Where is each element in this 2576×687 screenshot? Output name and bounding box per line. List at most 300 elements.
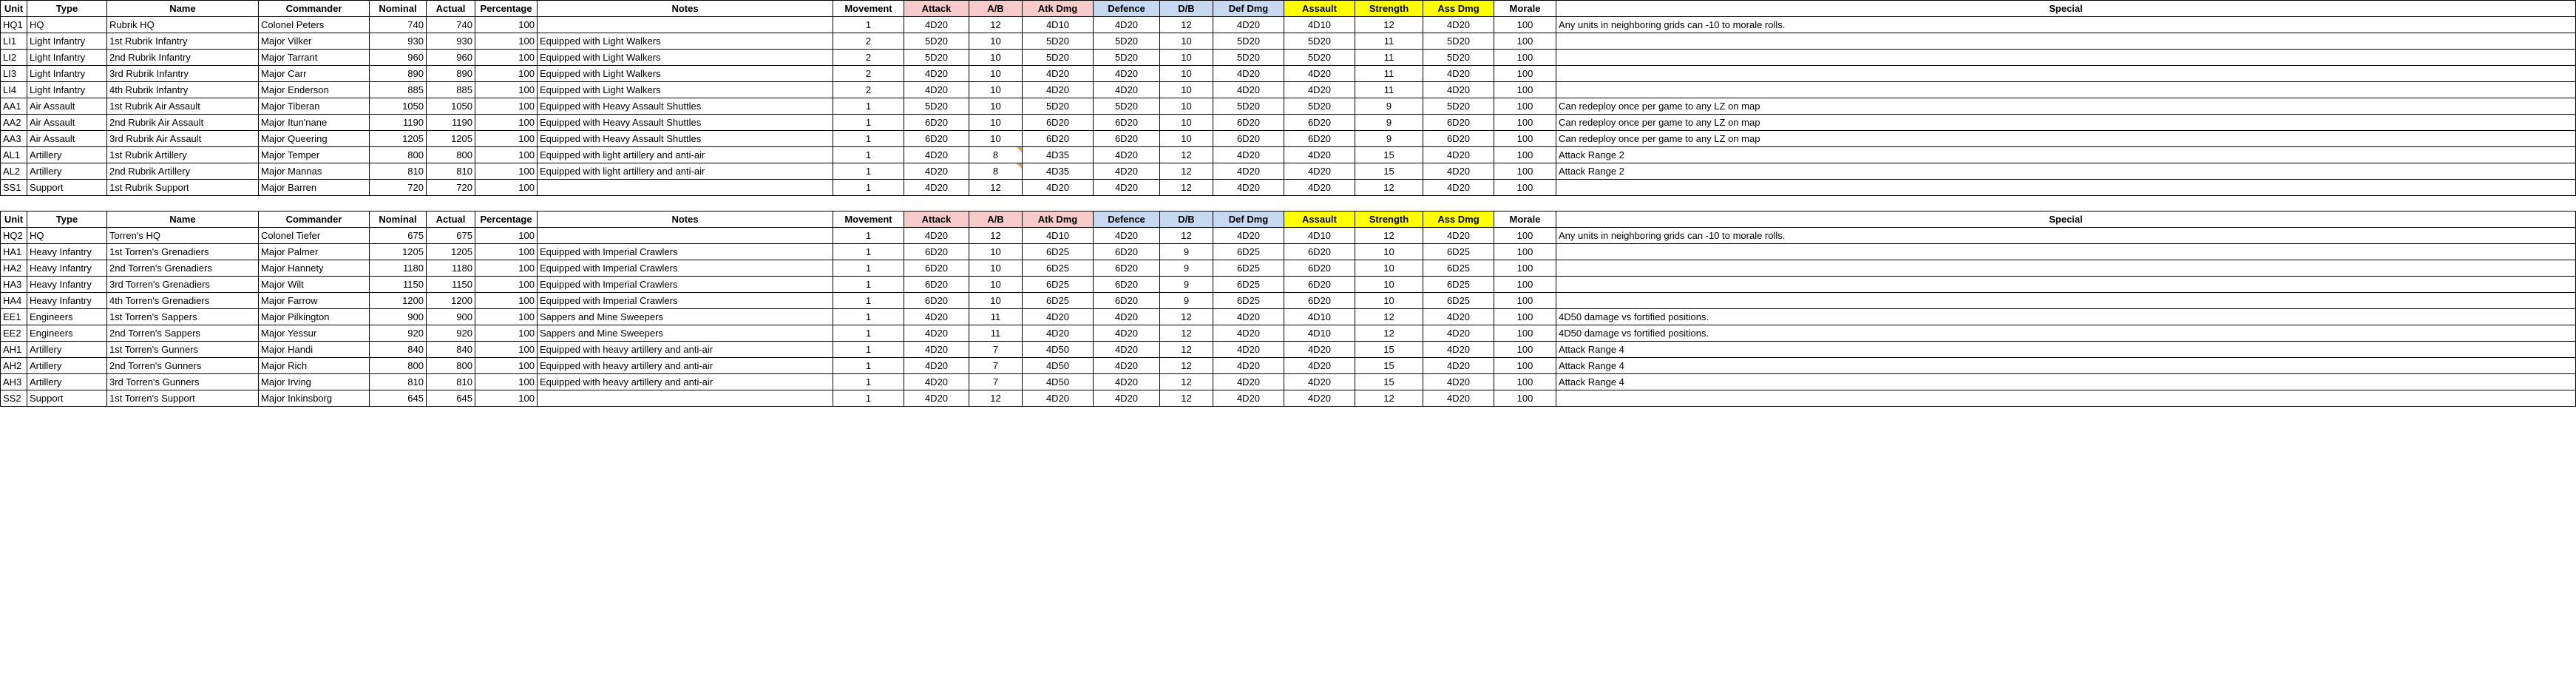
cell-attack[interactable]: 5D20 bbox=[904, 33, 969, 50]
cell-attack[interactable]: 6D20 bbox=[904, 244, 969, 260]
cell-morale[interactable]: 100 bbox=[1494, 115, 1556, 131]
cell-ab[interactable]: 10 bbox=[969, 260, 1023, 277]
cell-commander[interactable]: Major Vilker bbox=[259, 33, 370, 50]
cell-commander[interactable]: Major Inkinsborg bbox=[259, 390, 370, 407]
cell-movement[interactable]: 2 bbox=[833, 50, 904, 66]
cell-atk_dmg[interactable]: 4D50 bbox=[1023, 358, 1094, 374]
cell-movement[interactable]: 2 bbox=[833, 66, 904, 82]
cell-strength[interactable]: 11 bbox=[1355, 33, 1423, 50]
cell-assault[interactable]: 4D20 bbox=[1284, 180, 1355, 196]
cell-assault[interactable]: 4D20 bbox=[1284, 390, 1355, 407]
cell-notes[interactable]: Equipped with Imperial Crawlers bbox=[538, 277, 833, 293]
cell-commander[interactable]: Major Barren bbox=[259, 180, 370, 196]
cell-db[interactable]: 9 bbox=[1160, 293, 1213, 309]
cell-ab[interactable]: 10 bbox=[969, 82, 1023, 98]
cell-db[interactable]: 12 bbox=[1160, 163, 1213, 180]
cell-defence[interactable]: 4D20 bbox=[1094, 342, 1160, 358]
cell-unit[interactable]: AA2 bbox=[1, 115, 27, 131]
cell-type[interactable]: Heavy Infantry bbox=[27, 277, 107, 293]
cell-percentage[interactable]: 100 bbox=[475, 131, 538, 147]
cell-assault[interactable]: 6D20 bbox=[1284, 115, 1355, 131]
cell-strength[interactable]: 9 bbox=[1355, 131, 1423, 147]
cell-ab[interactable]: 12 bbox=[969, 390, 1023, 407]
cell-attack[interactable]: 4D20 bbox=[904, 66, 969, 82]
cell-name[interactable]: 1st Torren's Gunners bbox=[107, 342, 259, 358]
cell-special[interactable]: Can redeploy once per game to any LZ on map bbox=[1556, 115, 2576, 131]
cell-movement[interactable]: 1 bbox=[833, 277, 904, 293]
cell-actual[interactable]: 645 bbox=[427, 390, 475, 407]
cell-special[interactable] bbox=[1556, 390, 2576, 407]
cell-name[interactable]: Rubrik HQ bbox=[107, 17, 259, 33]
cell-assault[interactable]: 6D20 bbox=[1284, 260, 1355, 277]
cell-unit[interactable]: HA1 bbox=[1, 244, 27, 260]
cell-nominal[interactable]: 840 bbox=[370, 342, 427, 358]
cell-defence[interactable]: 6D20 bbox=[1094, 260, 1160, 277]
cell-ass_dmg[interactable]: 6D20 bbox=[1423, 115, 1494, 131]
cell-commander[interactable]: Major Queering bbox=[259, 131, 370, 147]
cell-def_dmg[interactable]: 6D20 bbox=[1213, 131, 1284, 147]
cell-unit[interactable]: SS2 bbox=[1, 390, 27, 407]
cell-ass_dmg[interactable]: 6D25 bbox=[1423, 244, 1494, 260]
cell-commander[interactable]: Major Palmer bbox=[259, 244, 370, 260]
cell-notes[interactable]: Equipped with light artillery and anti-air bbox=[538, 147, 833, 163]
cell-commander[interactable]: Major Enderson bbox=[259, 82, 370, 98]
cell-assault[interactable]: 4D20 bbox=[1284, 82, 1355, 98]
cell-def_dmg[interactable]: 4D20 bbox=[1213, 82, 1284, 98]
cell-attack[interactable]: 4D20 bbox=[904, 309, 969, 325]
cell-assault[interactable]: 4D10 bbox=[1284, 17, 1355, 33]
cell-ass_dmg[interactable]: 4D20 bbox=[1423, 82, 1494, 98]
cell-type[interactable]: HQ bbox=[27, 17, 107, 33]
cell-nominal[interactable]: 810 bbox=[370, 163, 427, 180]
cell-def_dmg[interactable]: 5D20 bbox=[1213, 98, 1284, 115]
table-row[interactable] bbox=[1, 163, 2576, 180]
cell-atk_dmg[interactable]: 4D10 bbox=[1023, 17, 1094, 33]
cell-nominal[interactable]: 800 bbox=[370, 358, 427, 374]
cell-unit[interactable]: SS1 bbox=[1, 180, 27, 196]
cell-attack[interactable]: 5D20 bbox=[904, 98, 969, 115]
cell-defence[interactable]: 4D20 bbox=[1094, 390, 1160, 407]
cell-morale[interactable]: 100 bbox=[1494, 228, 1556, 244]
cell-notes[interactable]: Equipped with Light Walkers bbox=[538, 50, 833, 66]
table-row[interactable] bbox=[1, 115, 2576, 131]
cell-atk_dmg[interactable]: 4D10 bbox=[1023, 228, 1094, 244]
cell-ass_dmg[interactable]: 4D20 bbox=[1423, 390, 1494, 407]
cell-ab[interactable]: 12 bbox=[969, 228, 1023, 244]
cell-atk_dmg[interactable]: 4D20 bbox=[1023, 309, 1094, 325]
cell-commander[interactable]: Colonel Tiefer bbox=[259, 228, 370, 244]
cell-ab[interactable]: 7 bbox=[969, 358, 1023, 374]
cell-percentage[interactable]: 100 bbox=[475, 390, 538, 407]
cell-ass_dmg[interactable]: 4D20 bbox=[1423, 374, 1494, 390]
cell-db[interactable]: 9 bbox=[1160, 260, 1213, 277]
cell-movement[interactable]: 1 bbox=[833, 244, 904, 260]
cell-ass_dmg[interactable]: 5D20 bbox=[1423, 98, 1494, 115]
cell-attack[interactable]: 4D20 bbox=[904, 325, 969, 342]
cell-actual[interactable]: 1150 bbox=[427, 277, 475, 293]
cell-type[interactable]: Light Infantry bbox=[27, 82, 107, 98]
cell-ass_dmg[interactable]: 4D20 bbox=[1423, 147, 1494, 163]
cell-def_dmg[interactable]: 5D20 bbox=[1213, 33, 1284, 50]
cell-morale[interactable]: 100 bbox=[1494, 33, 1556, 50]
cell-atk_dmg[interactable]: 4D20 bbox=[1023, 66, 1094, 82]
cell-commander[interactable]: Major Temper bbox=[259, 147, 370, 163]
cell-unit[interactable]: AH3 bbox=[1, 374, 27, 390]
cell-movement[interactable]: 1 bbox=[833, 325, 904, 342]
cell-movement[interactable]: 1 bbox=[833, 163, 904, 180]
cell-db[interactable]: 12 bbox=[1160, 342, 1213, 358]
cell-type[interactable]: Artillery bbox=[27, 342, 107, 358]
cell-assault[interactable]: 4D10 bbox=[1284, 325, 1355, 342]
cell-movement[interactable]: 1 bbox=[833, 342, 904, 358]
cell-actual[interactable]: 1200 bbox=[427, 293, 475, 309]
table-row[interactable] bbox=[1, 98, 2576, 115]
cell-commander[interactable]: Colonel Peters bbox=[259, 17, 370, 33]
cell-notes[interactable]: Equipped with heavy artillery and anti-air bbox=[538, 358, 833, 374]
cell-notes[interactable]: Equipped with Heavy Assault Shuttles bbox=[538, 98, 833, 115]
cell-notes[interactable] bbox=[538, 180, 833, 196]
cell-atk_dmg[interactable]: 4D20 bbox=[1023, 325, 1094, 342]
cell-notes[interactable]: Equipped with light artillery and anti-air bbox=[538, 163, 833, 180]
cell-ass_dmg[interactable]: 6D20 bbox=[1423, 131, 1494, 147]
cell-ab[interactable]: 10 bbox=[969, 115, 1023, 131]
table-row[interactable] bbox=[1, 293, 2576, 309]
cell-notes[interactable]: Equipped with Heavy Assault Shuttles bbox=[538, 131, 833, 147]
cell-nominal[interactable]: 675 bbox=[370, 228, 427, 244]
cell-ab[interactable]: 11 bbox=[969, 325, 1023, 342]
table-row[interactable] bbox=[1, 325, 2576, 342]
cell-special[interactable]: Attack Range 4 bbox=[1556, 342, 2576, 358]
cell-db[interactable]: 12 bbox=[1160, 309, 1213, 325]
cell-unit[interactable]: AL2 bbox=[1, 163, 27, 180]
cell-morale[interactable]: 100 bbox=[1494, 180, 1556, 196]
cell-type[interactable]: Artillery bbox=[27, 163, 107, 180]
cell-ass_dmg[interactable]: 4D20 bbox=[1423, 228, 1494, 244]
cell-defence[interactable]: 6D20 bbox=[1094, 131, 1160, 147]
cell-defence[interactable]: 4D20 bbox=[1094, 325, 1160, 342]
cell-ab[interactable]: 10 bbox=[969, 66, 1023, 82]
cell-assault[interactable]: 6D20 bbox=[1284, 244, 1355, 260]
cell-def_dmg[interactable]: 4D20 bbox=[1213, 163, 1284, 180]
cell-percentage[interactable]: 100 bbox=[475, 309, 538, 325]
cell-name[interactable]: 3rd Torren's Grenadiers bbox=[107, 277, 259, 293]
cell-db[interactable]: 10 bbox=[1160, 66, 1213, 82]
cell-special[interactable] bbox=[1556, 50, 2576, 66]
cell-percentage[interactable]: 100 bbox=[475, 50, 538, 66]
cell-commander[interactable]: Major Irving bbox=[259, 374, 370, 390]
cell-atk_dmg[interactable]: 4D35 bbox=[1023, 163, 1094, 180]
cell-movement[interactable]: 1 bbox=[833, 98, 904, 115]
cell-special[interactable]: 4D50 damage vs fortified positions. bbox=[1556, 309, 2576, 325]
cell-atk_dmg[interactable]: 6D25 bbox=[1023, 277, 1094, 293]
cell-movement[interactable]: 1 bbox=[833, 180, 904, 196]
cell-actual[interactable]: 920 bbox=[427, 325, 475, 342]
table-row[interactable] bbox=[1, 131, 2576, 147]
cell-movement[interactable]: 1 bbox=[833, 293, 904, 309]
cell-movement[interactable]: 1 bbox=[833, 147, 904, 163]
cell-nominal[interactable]: 900 bbox=[370, 309, 427, 325]
cell-percentage[interactable]: 100 bbox=[475, 66, 538, 82]
cell-commander[interactable]: Major Farrow bbox=[259, 293, 370, 309]
cell-strength[interactable]: 12 bbox=[1355, 228, 1423, 244]
cell-unit[interactable]: AH2 bbox=[1, 358, 27, 374]
cell-actual[interactable]: 890 bbox=[427, 66, 475, 82]
cell-unit[interactable]: LI4 bbox=[1, 82, 27, 98]
cell-name[interactable]: 3rd Rubrik Infantry bbox=[107, 66, 259, 82]
cell-db[interactable]: 9 bbox=[1160, 244, 1213, 260]
cell-nominal[interactable]: 1190 bbox=[370, 115, 427, 131]
cell-special[interactable]: Can redeploy once per game to any LZ on map bbox=[1556, 98, 2576, 115]
cell-unit[interactable]: EE1 bbox=[1, 309, 27, 325]
cell-strength[interactable]: 9 bbox=[1355, 98, 1423, 115]
cell-percentage[interactable]: 100 bbox=[475, 163, 538, 180]
cell-strength[interactable]: 10 bbox=[1355, 260, 1423, 277]
cell-type[interactable]: Light Infantry bbox=[27, 50, 107, 66]
cell-db[interactable]: 12 bbox=[1160, 228, 1213, 244]
cell-def_dmg[interactable]: 4D20 bbox=[1213, 342, 1284, 358]
cell-nominal[interactable]: 740 bbox=[370, 17, 427, 33]
cell-special[interactable]: Attack Range 2 bbox=[1556, 147, 2576, 163]
cell-special[interactable] bbox=[1556, 244, 2576, 260]
cell-def_dmg[interactable]: 4D20 bbox=[1213, 228, 1284, 244]
cell-attack[interactable]: 5D20 bbox=[904, 50, 969, 66]
cell-morale[interactable]: 100 bbox=[1494, 374, 1556, 390]
cell-assault[interactable]: 5D20 bbox=[1284, 33, 1355, 50]
table-row[interactable] bbox=[1, 147, 2576, 163]
cell-defence[interactable]: 6D20 bbox=[1094, 277, 1160, 293]
cell-defence[interactable]: 6D20 bbox=[1094, 115, 1160, 131]
cell-strength[interactable]: 15 bbox=[1355, 342, 1423, 358]
cell-morale[interactable]: 100 bbox=[1494, 390, 1556, 407]
cell-percentage[interactable]: 100 bbox=[475, 82, 538, 98]
cell-special[interactable] bbox=[1556, 293, 2576, 309]
cell-ab[interactable]: 12 bbox=[969, 180, 1023, 196]
cell-ab[interactable]: 7 bbox=[969, 374, 1023, 390]
cell-strength[interactable]: 9 bbox=[1355, 115, 1423, 131]
cell-ass_dmg[interactable]: 5D20 bbox=[1423, 50, 1494, 66]
cell-db[interactable]: 12 bbox=[1160, 358, 1213, 374]
cell-def_dmg[interactable]: 4D20 bbox=[1213, 66, 1284, 82]
cell-attack[interactable]: 4D20 bbox=[904, 180, 969, 196]
cell-defence[interactable]: 4D20 bbox=[1094, 17, 1160, 33]
cell-def_dmg[interactable]: 6D25 bbox=[1213, 293, 1284, 309]
cell-special[interactable] bbox=[1556, 33, 2576, 50]
cell-attack[interactable]: 6D20 bbox=[904, 131, 969, 147]
table-row[interactable] bbox=[1, 277, 2576, 293]
cell-assault[interactable]: 6D20 bbox=[1284, 131, 1355, 147]
cell-attack[interactable]: 4D20 bbox=[904, 374, 969, 390]
cell-actual[interactable]: 675 bbox=[427, 228, 475, 244]
cell-strength[interactable]: 12 bbox=[1355, 309, 1423, 325]
cell-actual[interactable]: 1205 bbox=[427, 131, 475, 147]
cell-name[interactable]: 1st Rubrik Infantry bbox=[107, 33, 259, 50]
cell-ass_dmg[interactable]: 4D20 bbox=[1423, 342, 1494, 358]
cell-atk_dmg[interactable]: 5D20 bbox=[1023, 33, 1094, 50]
cell-notes[interactable]: Equipped with Light Walkers bbox=[538, 33, 833, 50]
cell-strength[interactable]: 10 bbox=[1355, 244, 1423, 260]
cell-special[interactable] bbox=[1556, 260, 2576, 277]
cell-notes[interactable]: Equipped with Imperial Crawlers bbox=[538, 260, 833, 277]
cell-ab[interactable]: 8 bbox=[969, 163, 1023, 180]
cell-atk_dmg[interactable]: 6D20 bbox=[1023, 115, 1094, 131]
cell-unit[interactable]: LI3 bbox=[1, 66, 27, 82]
cell-ab[interactable]: 12 bbox=[969, 17, 1023, 33]
cell-special[interactable] bbox=[1556, 82, 2576, 98]
cell-actual[interactable]: 1205 bbox=[427, 244, 475, 260]
cell-def_dmg[interactable]: 4D20 bbox=[1213, 147, 1284, 163]
cell-defence[interactable]: 5D20 bbox=[1094, 98, 1160, 115]
cell-actual[interactable]: 1050 bbox=[427, 98, 475, 115]
cell-percentage[interactable]: 100 bbox=[475, 358, 538, 374]
cell-unit[interactable]: HQ2 bbox=[1, 228, 27, 244]
cell-def_dmg[interactable]: 5D20 bbox=[1213, 50, 1284, 66]
cell-name[interactable]: 3rd Rubrik Air Assault bbox=[107, 131, 259, 147]
cell-percentage[interactable]: 100 bbox=[475, 244, 538, 260]
cell-actual[interactable]: 720 bbox=[427, 180, 475, 196]
cell-name[interactable]: 1st Torren's Support bbox=[107, 390, 259, 407]
cell-actual[interactable]: 900 bbox=[427, 309, 475, 325]
cell-unit[interactable]: AL1 bbox=[1, 147, 27, 163]
cell-assault[interactable]: 4D20 bbox=[1284, 163, 1355, 180]
cell-notes[interactable]: Sappers and Mine Sweepers bbox=[538, 309, 833, 325]
cell-defence[interactable]: 4D20 bbox=[1094, 82, 1160, 98]
cell-special[interactable]: Attack Range 2 bbox=[1556, 163, 2576, 180]
cell-atk_dmg[interactable]: 6D25 bbox=[1023, 260, 1094, 277]
cell-strength[interactable]: 12 bbox=[1355, 17, 1423, 33]
cell-atk_dmg[interactable]: 6D20 bbox=[1023, 131, 1094, 147]
cell-nominal[interactable]: 1180 bbox=[370, 260, 427, 277]
cell-attack[interactable]: 6D20 bbox=[904, 115, 969, 131]
cell-ab[interactable]: 10 bbox=[969, 131, 1023, 147]
cell-unit[interactable]: LI2 bbox=[1, 50, 27, 66]
cell-atk_dmg[interactable]: 4D20 bbox=[1023, 390, 1094, 407]
table-row[interactable] bbox=[1, 17, 2576, 33]
cell-special[interactable]: Can redeploy once per game to any LZ on map bbox=[1556, 131, 2576, 147]
cell-def_dmg[interactable]: 4D20 bbox=[1213, 309, 1284, 325]
cell-db[interactable]: 12 bbox=[1160, 180, 1213, 196]
cell-notes[interactable]: Equipped with heavy artillery and anti-air bbox=[538, 342, 833, 358]
cell-atk_dmg[interactable]: 6D25 bbox=[1023, 293, 1094, 309]
cell-nominal[interactable]: 930 bbox=[370, 33, 427, 50]
cell-nominal[interactable]: 810 bbox=[370, 374, 427, 390]
cell-ab[interactable]: 11 bbox=[969, 309, 1023, 325]
cell-morale[interactable]: 100 bbox=[1494, 260, 1556, 277]
cell-actual[interactable]: 1190 bbox=[427, 115, 475, 131]
cell-atk_dmg[interactable]: 4D20 bbox=[1023, 180, 1094, 196]
cell-def_dmg[interactable]: 4D20 bbox=[1213, 358, 1284, 374]
cell-db[interactable]: 10 bbox=[1160, 98, 1213, 115]
cell-type[interactable]: Air Assault bbox=[27, 115, 107, 131]
cell-percentage[interactable]: 100 bbox=[475, 17, 538, 33]
cell-assault[interactable]: 5D20 bbox=[1284, 98, 1355, 115]
cell-special[interactable]: Any units in neighboring grids can -10 to morale rolls. bbox=[1556, 228, 2576, 244]
cell-ass_dmg[interactable]: 6D25 bbox=[1423, 260, 1494, 277]
cell-attack[interactable]: 4D20 bbox=[904, 228, 969, 244]
cell-defence[interactable]: 4D20 bbox=[1094, 374, 1160, 390]
cell-defence[interactable]: 5D20 bbox=[1094, 50, 1160, 66]
cell-defence[interactable]: 4D20 bbox=[1094, 358, 1160, 374]
cell-notes[interactable]: Equipped with Imperial Crawlers bbox=[538, 244, 833, 260]
cell-morale[interactable]: 100 bbox=[1494, 277, 1556, 293]
cell-ass_dmg[interactable]: 4D20 bbox=[1423, 66, 1494, 82]
cell-notes[interactable] bbox=[538, 228, 833, 244]
cell-morale[interactable]: 100 bbox=[1494, 50, 1556, 66]
cell-type[interactable]: Light Infantry bbox=[27, 66, 107, 82]
cell-special[interactable] bbox=[1556, 277, 2576, 293]
cell-attack[interactable]: 4D20 bbox=[904, 342, 969, 358]
cell-db[interactable]: 10 bbox=[1160, 115, 1213, 131]
cell-movement[interactable]: 1 bbox=[833, 309, 904, 325]
cell-def_dmg[interactable]: 4D20 bbox=[1213, 325, 1284, 342]
cell-actual[interactable]: 840 bbox=[427, 342, 475, 358]
cell-assault[interactable]: 6D20 bbox=[1284, 293, 1355, 309]
cell-commander[interactable]: Major Carr bbox=[259, 66, 370, 82]
cell-attack[interactable]: 4D20 bbox=[904, 147, 969, 163]
cell-morale[interactable]: 100 bbox=[1494, 293, 1556, 309]
cell-atk_dmg[interactable]: 5D20 bbox=[1023, 50, 1094, 66]
cell-nominal[interactable]: 1205 bbox=[370, 244, 427, 260]
cell-strength[interactable]: 12 bbox=[1355, 390, 1423, 407]
cell-percentage[interactable]: 100 bbox=[475, 33, 538, 50]
cell-notes[interactable]: Sappers and Mine Sweepers bbox=[538, 325, 833, 342]
cell-ab[interactable]: 10 bbox=[969, 293, 1023, 309]
cell-movement[interactable]: 1 bbox=[833, 260, 904, 277]
cell-attack[interactable]: 6D20 bbox=[904, 277, 969, 293]
cell-ass_dmg[interactable]: 6D25 bbox=[1423, 277, 1494, 293]
cell-notes[interactable]: Equipped with Light Walkers bbox=[538, 66, 833, 82]
cell-type[interactable]: Heavy Infantry bbox=[27, 293, 107, 309]
cell-name[interactable]: 4th Rubrik Infantry bbox=[107, 82, 259, 98]
cell-def_dmg[interactable]: 6D25 bbox=[1213, 277, 1284, 293]
cell-attack[interactable]: 4D20 bbox=[904, 358, 969, 374]
cell-db[interactable]: 10 bbox=[1160, 50, 1213, 66]
cell-morale[interactable]: 100 bbox=[1494, 82, 1556, 98]
cell-morale[interactable]: 100 bbox=[1494, 98, 1556, 115]
cell-defence[interactable]: 4D20 bbox=[1094, 147, 1160, 163]
cell-assault[interactable]: 4D10 bbox=[1284, 309, 1355, 325]
cell-morale[interactable]: 100 bbox=[1494, 325, 1556, 342]
cell-percentage[interactable]: 100 bbox=[475, 342, 538, 358]
cell-morale[interactable]: 100 bbox=[1494, 131, 1556, 147]
cell-defence[interactable]: 5D20 bbox=[1094, 33, 1160, 50]
cell-assault[interactable]: 4D20 bbox=[1284, 147, 1355, 163]
cell-percentage[interactable]: 100 bbox=[475, 277, 538, 293]
cell-movement[interactable]: 1 bbox=[833, 374, 904, 390]
cell-type[interactable]: Heavy Infantry bbox=[27, 260, 107, 277]
cell-def_dmg[interactable]: 4D20 bbox=[1213, 180, 1284, 196]
cell-assault[interactable]: 4D20 bbox=[1284, 342, 1355, 358]
cell-nominal[interactable]: 800 bbox=[370, 147, 427, 163]
table-row[interactable] bbox=[1, 66, 2576, 82]
cell-movement[interactable]: 1 bbox=[833, 390, 904, 407]
cell-ass_dmg[interactable]: 4D20 bbox=[1423, 358, 1494, 374]
cell-db[interactable]: 10 bbox=[1160, 33, 1213, 50]
cell-morale[interactable]: 100 bbox=[1494, 17, 1556, 33]
table-row[interactable] bbox=[1, 244, 2576, 260]
cell-db[interactable]: 12 bbox=[1160, 325, 1213, 342]
cell-commander[interactable]: Major Tarrant bbox=[259, 50, 370, 66]
cell-actual[interactable]: 810 bbox=[427, 374, 475, 390]
cell-percentage[interactable]: 100 bbox=[475, 228, 538, 244]
cell-ab[interactable]: 10 bbox=[969, 50, 1023, 66]
table-row[interactable] bbox=[1, 50, 2576, 66]
cell-commander[interactable]: Major Rich bbox=[259, 358, 370, 374]
cell-movement[interactable]: 1 bbox=[833, 17, 904, 33]
cell-strength[interactable]: 12 bbox=[1355, 180, 1423, 196]
cell-nominal[interactable]: 1150 bbox=[370, 277, 427, 293]
cell-atk_dmg[interactable]: 6D25 bbox=[1023, 244, 1094, 260]
cell-type[interactable]: Engineers bbox=[27, 325, 107, 342]
